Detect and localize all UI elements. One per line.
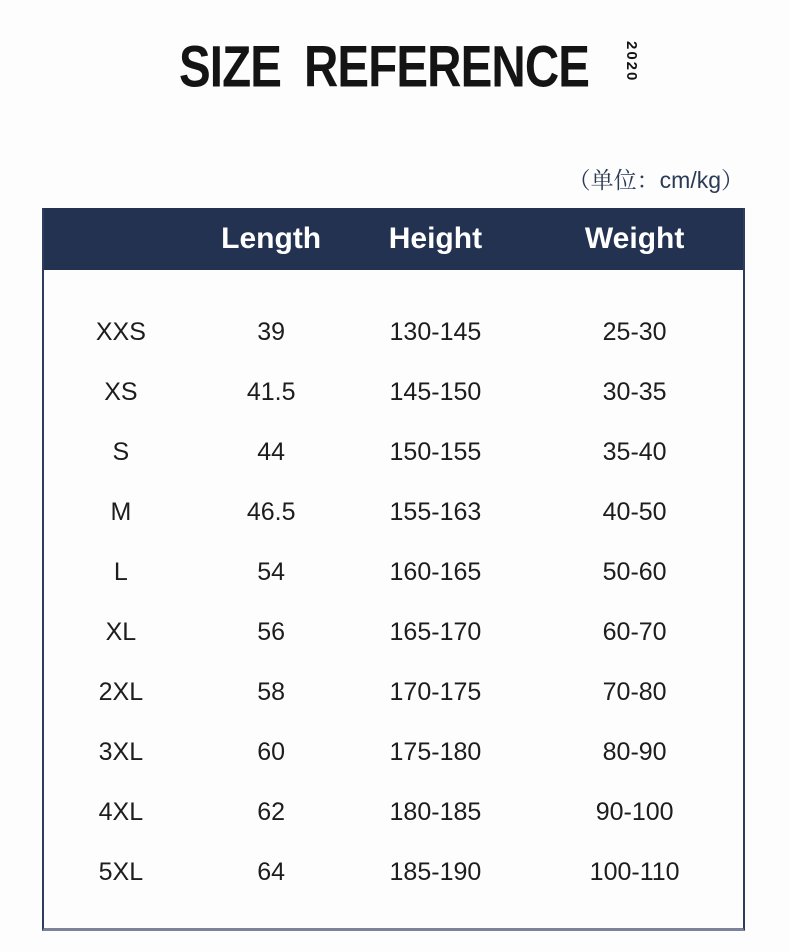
- table-row: [44, 302, 743, 362]
- size-label: M: [110, 497, 132, 526]
- height-value: 155-163: [389, 497, 482, 526]
- size-label: L: [113, 557, 128, 586]
- size-label: 2XL: [98, 677, 144, 706]
- table-row: [44, 662, 743, 722]
- weight-value: 90-100: [595, 797, 674, 826]
- column-header-height: Height: [388, 221, 483, 255]
- weight-value: 40-50: [602, 497, 667, 526]
- length-value: 39: [257, 317, 286, 346]
- column-header-length: Length: [221, 221, 322, 255]
- height-value: 145-150: [389, 377, 482, 406]
- length-value: 60: [257, 737, 286, 766]
- table-row: [44, 602, 743, 662]
- table-row: [44, 842, 743, 902]
- size-label: XS: [104, 377, 138, 406]
- size-label: XL: [105, 617, 137, 646]
- table-body: [44, 270, 743, 928]
- table-row: [44, 722, 743, 782]
- column-header-weight: Weight: [584, 221, 685, 255]
- weight-value: 70-80: [602, 677, 667, 706]
- size-table-header-row: [44, 208, 743, 270]
- height-value: 165-170: [389, 617, 482, 646]
- size-label: 5XL: [98, 857, 144, 886]
- table-row: [44, 542, 743, 602]
- table-row: [44, 782, 743, 842]
- weight-value: 60-70: [602, 617, 667, 646]
- table-row: [44, 482, 743, 542]
- unit-label: （单位：cm/kg）: [567, 167, 744, 193]
- length-value: 46.5: [246, 497, 296, 526]
- weight-value: 35-40: [602, 437, 667, 466]
- weight-value: 30-35: [602, 377, 667, 406]
- size-label: 3XL: [98, 737, 144, 766]
- length-value: 44: [257, 437, 286, 466]
- weight-value: 80-90: [602, 737, 667, 766]
- height-value: 185-190: [389, 857, 482, 886]
- table-row: [44, 422, 743, 482]
- page-title: SIZE REFERENCE: [178, 34, 590, 100]
- length-value: 41.5: [246, 377, 296, 406]
- page-title-year: 2020: [623, 41, 641, 83]
- page-header: [0, 34, 790, 100]
- length-value: 64: [257, 857, 286, 886]
- length-value: 54: [257, 557, 286, 586]
- length-value: 58: [257, 677, 286, 706]
- length-value: 62: [257, 797, 286, 826]
- table-row: [44, 362, 743, 422]
- height-value: 170-175: [389, 677, 482, 706]
- weight-value: 25-30: [602, 317, 667, 346]
- height-value: 175-180: [389, 737, 482, 766]
- size-label: XXS: [95, 317, 146, 346]
- size-label: 4XL: [98, 797, 144, 826]
- weight-value: 50-60: [602, 557, 667, 586]
- length-value: 56: [257, 617, 286, 646]
- height-value: 180-185: [389, 797, 482, 826]
- size-table: [42, 208, 745, 931]
- height-value: 130-145: [389, 317, 482, 346]
- size-label: S: [112, 437, 130, 466]
- height-value: 150-155: [389, 437, 482, 466]
- weight-value: 100-110: [589, 857, 680, 886]
- height-value: 160-165: [389, 557, 482, 586]
